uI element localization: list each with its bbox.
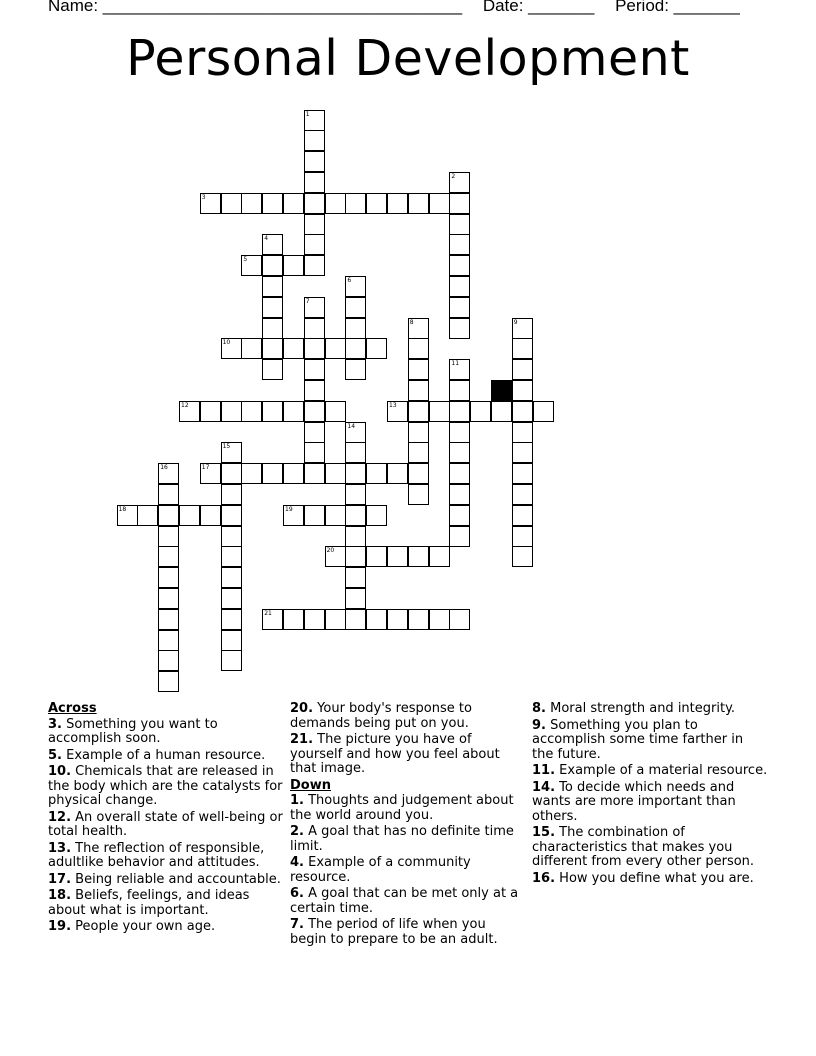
clue-number-label: 2. (290, 824, 304, 839)
answer-square[interactable] (533, 401, 554, 422)
clue-number: 20 (326, 547, 335, 555)
answer-square[interactable] (137, 505, 158, 526)
answer-square[interactable] (262, 297, 283, 318)
answer-square[interactable] (449, 422, 470, 443)
answer-square[interactable] (221, 484, 242, 505)
clue-number: 2 (451, 173, 456, 180)
answer-square[interactable] (345, 484, 366, 505)
clue-number: 19 (285, 505, 293, 513)
answer-square[interactable] (221, 588, 242, 609)
answer-square[interactable] (262, 463, 283, 484)
answer-square[interactable] (387, 193, 408, 214)
clue-text: Your body's response to demands being put on you. (290, 701, 472, 731)
answer-square[interactable] (158, 671, 179, 692)
clue-number: 6 (347, 277, 352, 284)
answer-square[interactable] (221, 546, 242, 567)
clue-item (290, 794, 522, 823)
period-field[interactable]: Period: _______ (615, 0, 740, 15)
answer-square[interactable] (408, 338, 429, 359)
answer-square[interactable] (262, 359, 283, 380)
answer-square[interactable] (283, 193, 304, 214)
answer-square[interactable] (221, 609, 242, 630)
clue-number: 8 (409, 318, 414, 326)
clue-number-label: 13. (48, 840, 72, 856)
answer-square[interactable] (158, 650, 179, 671)
answer-square[interactable] (304, 214, 325, 235)
clue-text: The reflection of responsible, adultlike behavior and attitudes. (48, 840, 265, 870)
clue-number: 1 (305, 110, 310, 118)
clue-item (532, 764, 768, 779)
answer-square[interactable] (408, 463, 429, 484)
clue-number: 4 (264, 235, 269, 243)
answer-square[interactable] (283, 255, 304, 276)
answer-square[interactable] (449, 401, 470, 422)
answer-square[interactable] (304, 318, 325, 339)
answer-square[interactable] (345, 359, 366, 380)
answer-square[interactable] (512, 442, 533, 463)
clue-item (290, 856, 522, 885)
answer-square[interactable] (304, 442, 325, 463)
clue-text: To decide which needs and wants are more important than others. (532, 779, 736, 824)
answer-square[interactable] (200, 505, 221, 526)
clue-number-label: 11. (532, 763, 556, 778)
answer-square[interactable] (345, 442, 366, 463)
clue-text: Chemicals that are released in the body which are the catalysts for physical change. (48, 764, 283, 808)
answer-square[interactable] (449, 380, 470, 401)
answer-square[interactable] (241, 193, 262, 214)
answer-square[interactable] (158, 526, 179, 547)
answer-square[interactable] (304, 463, 325, 484)
answer-square[interactable] (449, 442, 470, 463)
clue-text: A goal that can be met only at a certain time. (290, 886, 519, 916)
answer-square[interactable] (512, 546, 533, 567)
answer-square[interactable] (304, 380, 325, 401)
clue-item (290, 918, 522, 947)
clue-text: Thoughts and judgement about the world around you. (290, 793, 514, 823)
answer-square[interactable] (158, 588, 179, 609)
answer-square[interactable] (158, 630, 179, 651)
clue-number-label: 1. (290, 793, 304, 808)
answer-square[interactable] (283, 401, 304, 422)
answer-square[interactable] (408, 546, 429, 567)
clue-text: Being reliable and accountable. (71, 871, 281, 887)
answer-square[interactable] (491, 401, 512, 422)
clue-number: 16 (160, 464, 168, 472)
answer-square[interactable] (158, 567, 179, 588)
clue-text: The picture you have of yourself and how you feel about that image. (290, 732, 500, 776)
clue-number: 5 (243, 256, 248, 264)
answer-square[interactable] (408, 422, 429, 443)
answer-square[interactable] (304, 401, 325, 422)
clue-text: A goal that has no definite time limit. (290, 824, 514, 854)
answer-square[interactable] (449, 297, 470, 318)
clue-item (48, 749, 284, 764)
answer-square[interactable] (262, 276, 283, 297)
answer-square[interactable] (158, 505, 179, 526)
clue-number-label: 7. (290, 917, 304, 932)
clue-item (532, 702, 768, 717)
answer-square[interactable] (221, 505, 242, 526)
answer-square[interactable] (345, 526, 366, 547)
answer-square[interactable] (408, 380, 429, 401)
answer-square[interactable] (325, 463, 346, 484)
clue-item (290, 702, 522, 731)
clue-text: The combination of characteristics that makes you different from every other person. (532, 825, 755, 869)
clue-text: Example of a human resource. (61, 747, 266, 763)
clue-text: An overall state of well-being or total health. (48, 809, 283, 839)
answer-square[interactable] (241, 401, 262, 422)
answer-square[interactable] (221, 463, 242, 484)
answer-square[interactable] (304, 609, 325, 630)
answer-square[interactable] (325, 401, 346, 422)
answer-square[interactable] (449, 255, 470, 276)
clue-item (532, 872, 768, 887)
clue-number-label: 14. (532, 779, 556, 795)
answer-square[interactable] (304, 130, 325, 151)
answer-square[interactable] (408, 484, 429, 505)
answer-square[interactable] (512, 422, 533, 443)
clue-text: How you define what you are. (555, 870, 754, 886)
answer-square[interactable] (262, 401, 283, 422)
answer-square[interactable] (304, 172, 325, 193)
answer-square[interactable] (241, 463, 262, 484)
answer-square[interactable] (262, 193, 283, 214)
answer-square[interactable] (470, 401, 491, 422)
answer-square[interactable] (325, 193, 346, 214)
answer-square[interactable] (512, 484, 533, 505)
answer-square[interactable] (221, 401, 242, 422)
clue-number: 13 (389, 401, 397, 409)
clue-number-label: 5. (48, 747, 62, 763)
answer-square[interactable] (283, 463, 304, 484)
answer-square[interactable] (158, 609, 179, 630)
clue-number: 7 (305, 297, 310, 305)
answer-square[interactable] (221, 526, 242, 547)
answer-square[interactable] (241, 338, 262, 359)
answer-square[interactable] (200, 401, 221, 422)
answer-square[interactable] (325, 338, 346, 359)
blocked-square (491, 380, 512, 401)
answer-square[interactable] (429, 401, 450, 422)
answer-square[interactable] (262, 255, 283, 276)
clue-item (532, 719, 768, 763)
answer-square[interactable] (304, 193, 325, 214)
clue-number: 17 (201, 464, 210, 472)
clue-item (48, 718, 284, 747)
answer-square[interactable] (304, 151, 325, 172)
answer-square[interactable] (512, 359, 533, 380)
answer-square[interactable] (366, 609, 387, 630)
answer-square[interactable] (387, 463, 408, 484)
answer-square[interactable] (366, 338, 387, 359)
answer-square[interactable] (408, 401, 429, 422)
answer-square[interactable] (449, 505, 470, 526)
clue-number: 14 (347, 422, 356, 430)
clue-item (48, 842, 284, 871)
clue-item (48, 811, 284, 840)
clue-column-2 (290, 702, 522, 949)
answer-square[interactable] (449, 193, 470, 214)
clue-number-label: 21. (290, 732, 314, 747)
answer-square[interactable] (429, 546, 450, 567)
clue-number-label: 3. (48, 716, 62, 732)
answer-square[interactable] (304, 255, 325, 276)
clue-number: 21 (264, 609, 272, 617)
answer-square[interactable] (408, 442, 429, 463)
clue-column-3 (532, 702, 768, 888)
down-heading: Down (290, 777, 331, 793)
clue-text: People your own age. (71, 919, 216, 934)
clue-item (48, 765, 284, 809)
clue-number: 15 (222, 443, 231, 451)
across-clue-list-continued (290, 702, 522, 777)
answer-square[interactable] (512, 380, 533, 401)
clue-item (290, 825, 522, 854)
answer-square[interactable] (429, 609, 450, 630)
answer-square[interactable] (304, 234, 325, 255)
answer-square[interactable] (345, 297, 366, 318)
answer-square[interactable] (449, 234, 470, 255)
answer-square[interactable] (283, 338, 304, 359)
clue-number: 10 (222, 339, 231, 347)
clue-number: 11 (451, 360, 460, 368)
answer-square[interactable] (325, 609, 346, 630)
clue-number: 12 (181, 401, 189, 409)
answer-square[interactable] (304, 422, 325, 443)
clue-text: Something you plan to accomplish some time farther in the future. (532, 717, 744, 762)
answer-square[interactable] (158, 484, 179, 505)
answer-square[interactable] (387, 546, 408, 567)
answer-square[interactable] (304, 359, 325, 380)
answer-square[interactable] (512, 401, 533, 422)
answer-square[interactable] (262, 338, 283, 359)
clue-text: Something you want to accomplish soon. (48, 716, 218, 746)
clue-item (290, 887, 522, 916)
answer-square[interactable] (512, 526, 533, 547)
clue-number-label: 4. (290, 855, 304, 870)
clue-number: 3 (201, 193, 206, 201)
answer-square[interactable] (512, 463, 533, 484)
clue-item (290, 733, 522, 777)
clue-item (48, 920, 284, 935)
answer-square[interactable] (221, 567, 242, 588)
clue-number: 9 (513, 318, 518, 326)
answer-square[interactable] (366, 463, 387, 484)
across-heading: Across (48, 701, 97, 716)
answer-square[interactable] (449, 484, 470, 505)
answer-square[interactable] (408, 359, 429, 380)
answer-square[interactable] (512, 338, 533, 359)
clue-number-label: 15. (532, 825, 556, 840)
answer-square[interactable] (221, 630, 242, 651)
date-field[interactable]: Date: _______ (482, 0, 595, 15)
answer-square[interactable] (449, 318, 470, 339)
clue-number-label: 18. (48, 888, 72, 903)
answer-square[interactable] (283, 609, 304, 630)
clue-text: Example of a community resource. (290, 855, 471, 885)
name-field[interactable]: Name: ______________________________________ (48, 0, 463, 15)
clue-text: Beliefs, feelings, and ideas about what is important. (48, 888, 250, 918)
answer-square[interactable] (345, 567, 366, 588)
clue-item (48, 889, 284, 918)
answer-square[interactable] (158, 546, 179, 567)
clue-number-label: 12. (48, 809, 72, 825)
answer-square[interactable] (345, 193, 366, 214)
answer-square[interactable] (221, 650, 242, 671)
page-title: Personal Development (126, 30, 690, 87)
answer-square[interactable] (408, 193, 429, 214)
clue-item (48, 873, 284, 888)
clue-number-label: 16. (532, 870, 556, 886)
answer-square[interactable] (429, 193, 450, 214)
answer-square[interactable] (408, 609, 429, 630)
across-clue-list (48, 718, 284, 935)
answer-square[interactable] (345, 338, 366, 359)
answer-square[interactable] (325, 505, 346, 526)
answer-square[interactable] (179, 505, 200, 526)
clue-column-1 (48, 702, 284, 937)
clue-text: Moral strength and integrity. (545, 701, 736, 716)
down-clue-list (290, 794, 522, 947)
answer-square[interactable] (366, 505, 387, 526)
answer-square[interactable] (221, 193, 242, 214)
clue-number-label: 8. (532, 701, 546, 716)
clue-item (532, 826, 768, 870)
clue-text: Example of a material resource. (555, 763, 768, 778)
answer-square[interactable] (262, 318, 283, 339)
clue-number-label: 19. (48, 919, 72, 934)
clue-item (532, 781, 768, 825)
answer-square[interactable] (304, 505, 325, 526)
answer-square[interactable] (345, 318, 366, 339)
answer-square[interactable] (512, 505, 533, 526)
answer-square[interactable] (366, 546, 387, 567)
clue-number-label: 9. (532, 717, 546, 733)
answer-square[interactable] (449, 609, 470, 630)
answer-square[interactable] (449, 276, 470, 297)
down-clue-list-continued (532, 702, 768, 886)
clue-number-label: 6. (290, 886, 304, 901)
answer-square[interactable] (449, 463, 470, 484)
answer-square[interactable] (366, 193, 387, 214)
answer-square[interactable] (449, 526, 470, 547)
answer-square[interactable] (345, 588, 366, 609)
answer-square[interactable] (449, 214, 470, 235)
answer-square[interactable] (345, 609, 366, 630)
answer-square[interactable] (304, 338, 325, 359)
clue-number-label: 10. (48, 764, 72, 779)
clue-number-label: 17. (48, 871, 72, 887)
clue-text: The period of life when you begin to prepare to be an adult. (290, 917, 498, 947)
clue-number: 18 (118, 505, 127, 513)
answer-square[interactable] (345, 463, 366, 484)
answer-square[interactable] (387, 609, 408, 630)
answer-square[interactable] (345, 546, 366, 567)
clue-number-label: 20. (290, 701, 314, 716)
answer-square[interactable] (345, 505, 366, 526)
